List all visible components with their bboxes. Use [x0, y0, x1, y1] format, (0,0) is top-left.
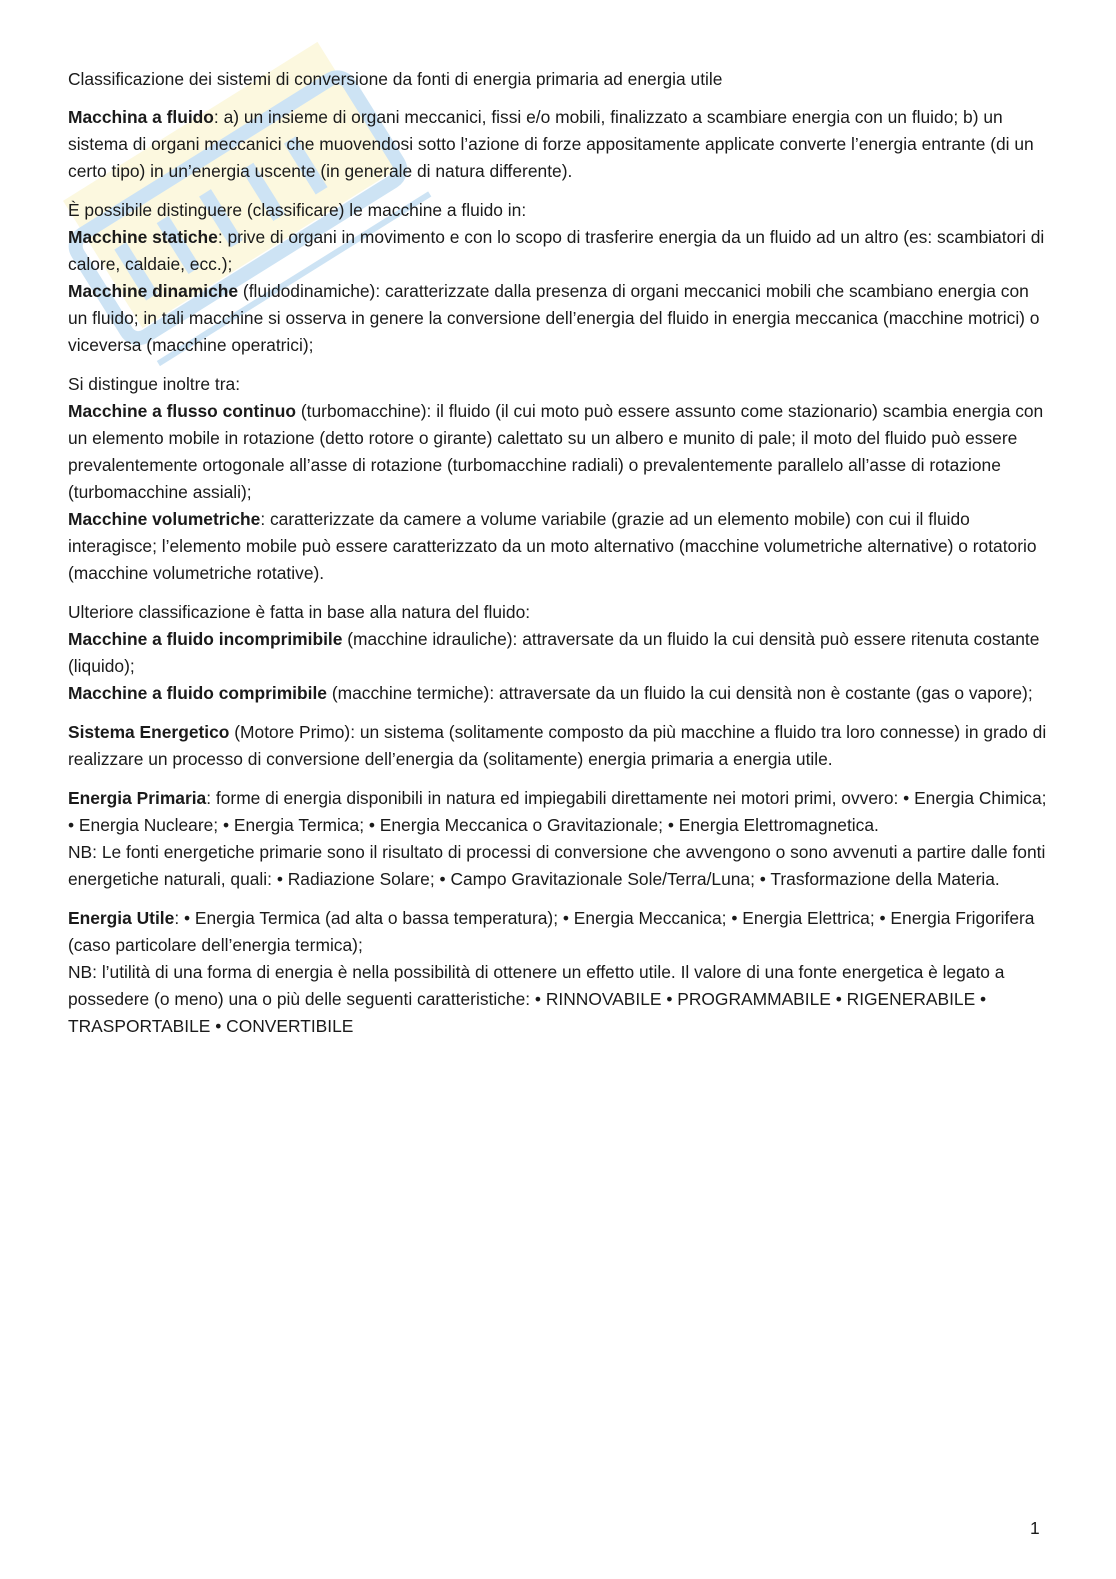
definition-incomprimibile: (macchine idrauliche): attraversate da un fluido la cui densità può essere ritenuta costante (liquido);: [68, 629, 1040, 676]
term-flusso-continuo: Macchine a flusso continuo: [68, 401, 297, 421]
term-comprimibile: Macchine a fluido comprimibile: [68, 683, 327, 703]
document-body: [68, 66, 1048, 1052]
intro-natura-fluido: Ulteriore classificazione è fatta in base alla natura del fluido:: [68, 602, 531, 622]
term-macchine-dinamiche: Macchine dinamiche: [68, 281, 239, 301]
term-sistema-energetico: Sistema Energetico: [68, 722, 230, 742]
definition-volumetriche: : caratterizzate da camere a volume variabile (grazie ad un elemento mobile) con cui il fluido interagisce; l’elemento mobile può essere caratterizzato da un moto alternativo (macchine volumetriche alternative) o rotatorio (macchine volumetriche rotative).: [68, 509, 1037, 583]
term-incomprimibile: Macchine a fluido incomprimibile: [68, 629, 343, 649]
intro-distingue: Si distingue inoltre tra:: [68, 374, 241, 394]
paragraph-natura-fluido: [68, 599, 1048, 707]
definition-flusso-continuo: (turbomacchine): il fluido (il cui moto può essere assunto come stazionario) scambia energia con un elemento mobile in rotazione (detto rotore o girante) calettato su un albero e munito di pale; il moto del fluido può essere prevalentemente ortogonale all’asse di rotazione (turbomacchine radiali) o prevalentemente parallelo all’asse di rotazione (turbomacchine assiali);: [68, 401, 1044, 502]
definition-macchina-fluido: : a) un insieme di organi meccanici, fissi e/o mobili, finalizzato a scambiare energia con un fluido; b) un sistema di organi meccanici che muovendosi sotto l’azione di forze appositamente applicate converte l’energia entrante (di un certo tipo) in un’energia uscente (in generale di natura differente).: [68, 107, 1034, 181]
note-energia-primaria: NB: Le fonti energetiche primarie sono il risultato di processi di conversione che avvengono o sono avvenuti a partire dalle fonti energetiche naturali, quali: • Radiazione Solare; • Campo Gravitazionale Sole/Terra/Luna; • Trasformazione della Materia.: [68, 842, 1046, 889]
term-macchina-fluido: Macchina a fluido: [68, 107, 214, 127]
term-volumetriche: Macchine volumetriche: [68, 509, 261, 529]
paragraph-classificazione-statiche-dinamiche: [68, 197, 1048, 359]
definition-macchine-dinamiche: (fluidodinamiche): caratterizzate dalla presenza di organi meccanici mobili che scambiano energia con un fluido; in tali macchine si osserva in genere la conversione dell’energia del fluido in energia meccanica (macchine motrici) o viceversa (macchine operatrici);: [68, 281, 1040, 355]
page-number: 1: [1030, 1518, 1040, 1538]
paragraph-energia-primaria: [68, 785, 1048, 893]
paragraph-energia-utile: [68, 905, 1048, 1040]
term-macchine-statiche: Macchine statiche: [68, 227, 218, 247]
definition-energia-primaria: : forme di energia disponibili in natura ed impiegabili direttamente nei motori primi, ovvero: • Energia Chimica; • Energia Nucleare; • Energia Termica; • Energia Meccanica o Gravitazionale; • Energia Elettromagnetica.: [68, 788, 1047, 835]
paragraph-flusso-volumetriche: [68, 371, 1048, 587]
definition-macchine-statiche: : prive di organi in movimento e con lo scopo di trasferire energia da un fluido ad un altro (es: scambiatori di calore, caldaie, ecc.);: [68, 227, 1045, 274]
paragraph-macchina-fluido: [68, 104, 1048, 185]
document-title: Classificazione dei sistemi di conversione da fonti di energia primaria ad energia utile: [68, 69, 723, 89]
note-energia-utile: NB: l’utilità di una forma di energia è nella possibilità di ottenere un effetto utile. Il valore di una fonte energetica è legato a possedere (o meno) una o più delle seguenti caratteristiche: • RINNOVABILE • PROGRAMMABILE • RIGENERABILE • TRASPORTABILE • CONVERTIBILE: [68, 962, 1005, 1036]
intro-classificazione: È possibile distinguere (classificare) le macchine a fluido in:: [68, 200, 527, 220]
definition-energia-utile: : • Energia Termica (ad alta o bassa temperatura); • Energia Meccanica; • Energia Elettrica; • Energia Frigorifera (caso particolare dell’energia termica);: [68, 908, 1035, 955]
definition-sistema-energetico: (Motore Primo): un sistema (solitamente composto da più macchine a fluido tra loro connesse) in grado di realizzare un processo di conversione dell’energia da (solitamente) energia primaria a energia utile.: [68, 722, 1047, 769]
paragraph-sistema-energetico: [68, 719, 1048, 773]
term-energia-primaria: Energia Primaria: [68, 788, 207, 808]
definition-comprimibile: (macchine termiche): attraversate da un fluido la cui densità non è costante (gas o vapore);: [326, 683, 1033, 703]
term-energia-utile: Energia Utile: [68, 908, 175, 928]
